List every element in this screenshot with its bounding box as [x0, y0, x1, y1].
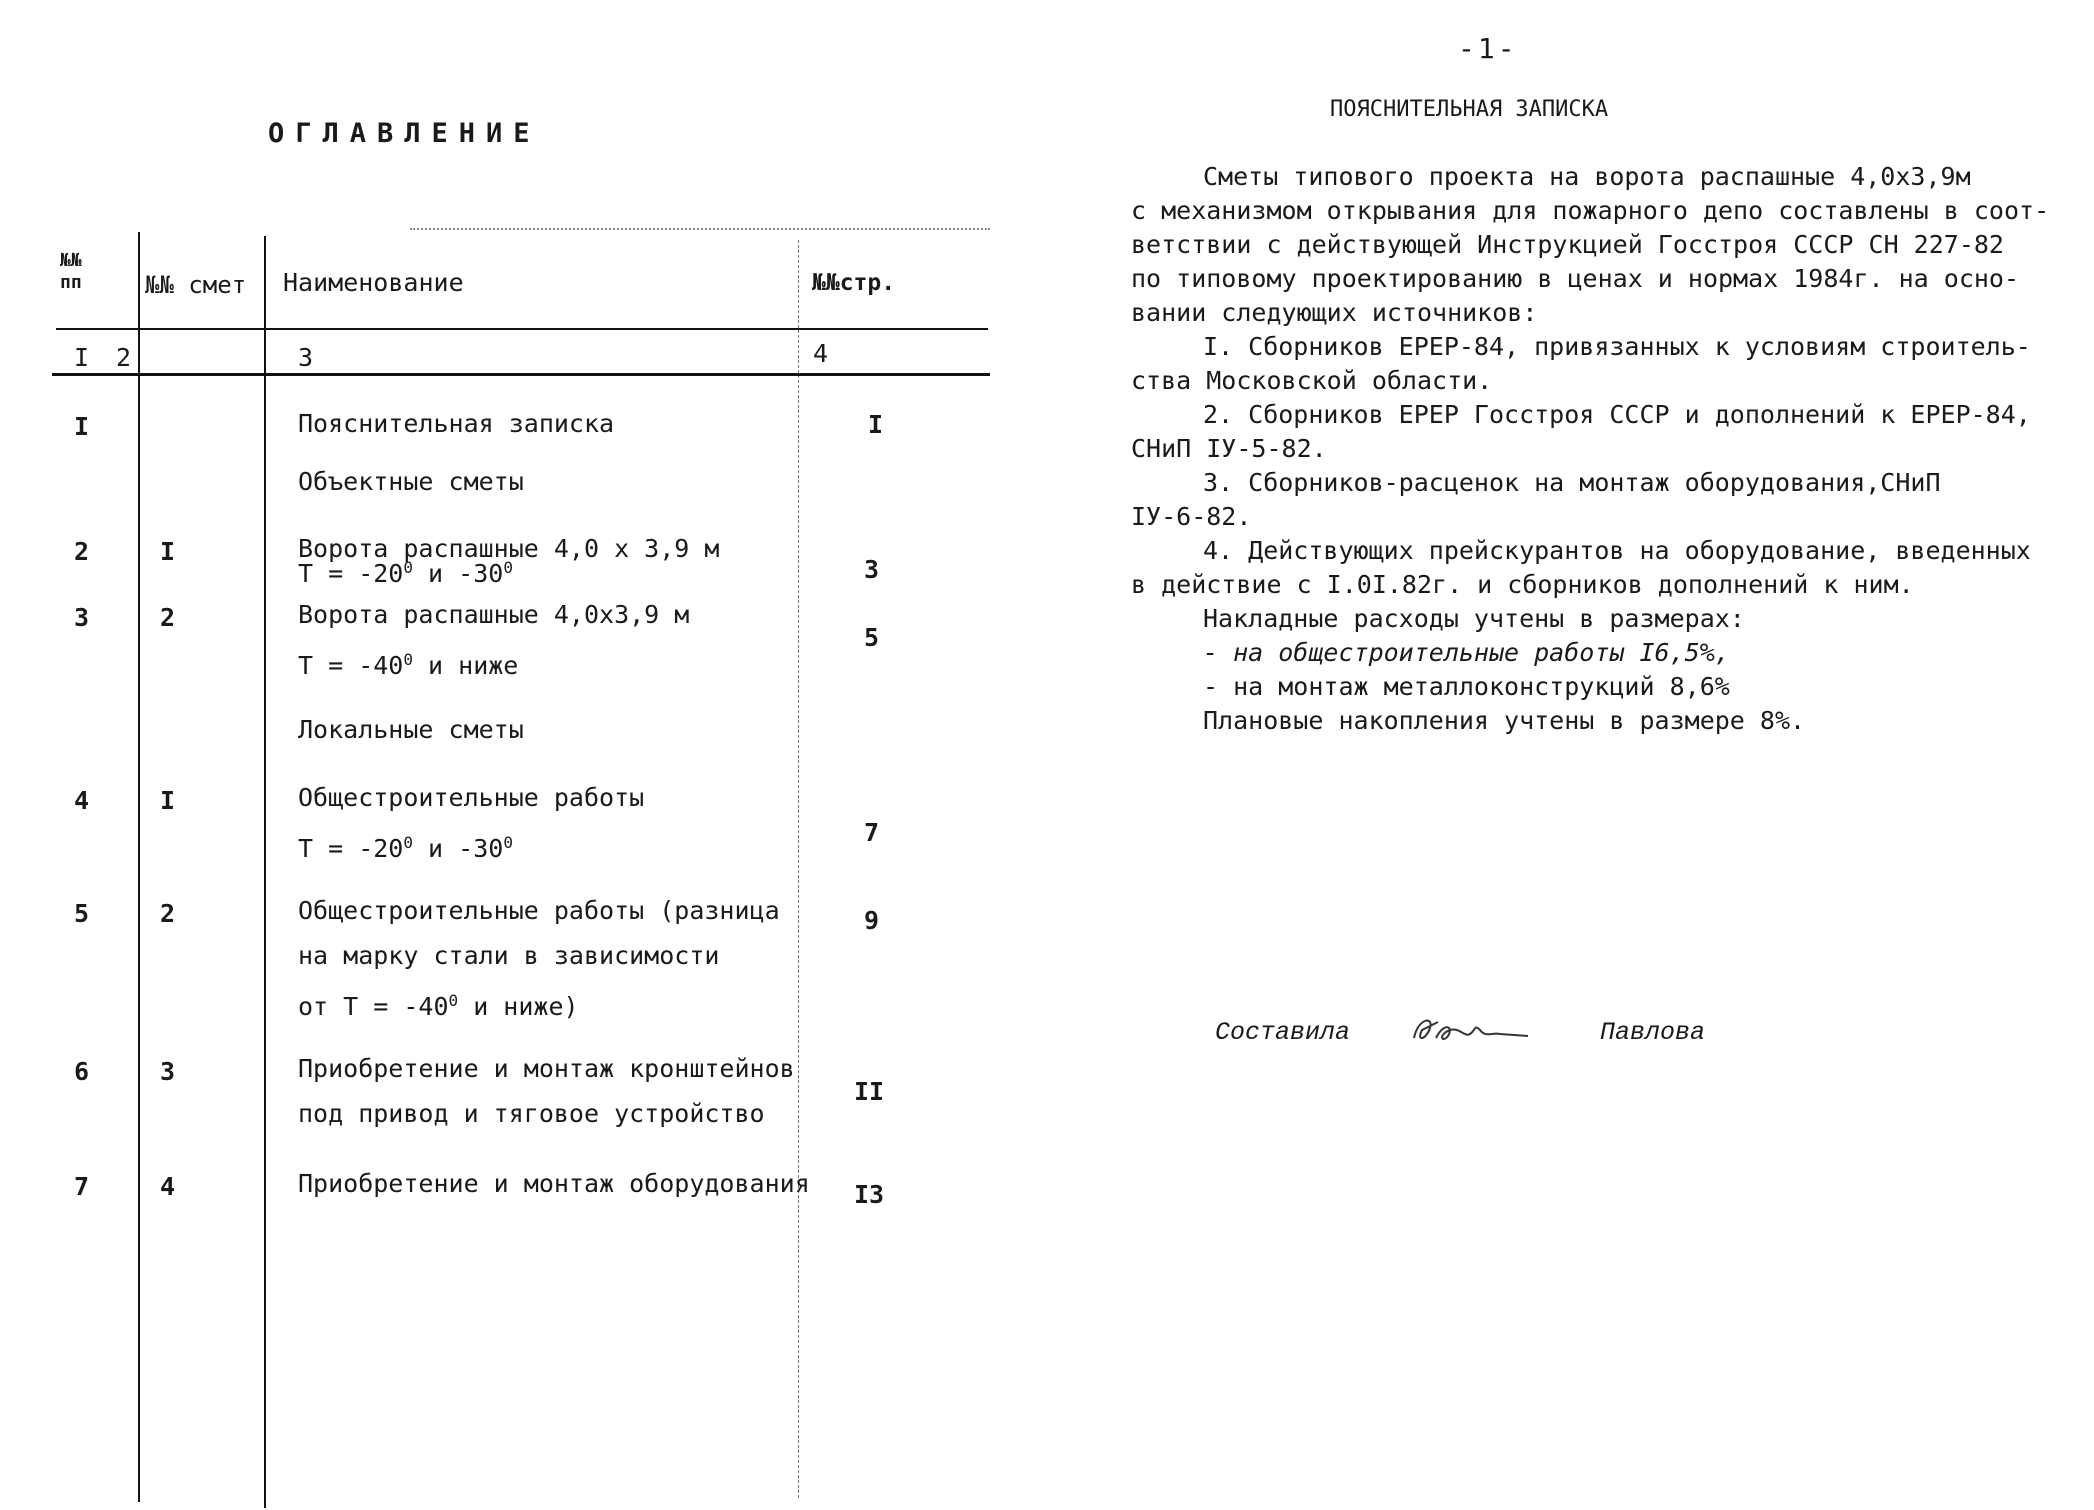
toc-row-num: 3 — [74, 603, 90, 632]
toc-row-smeta: 2 — [160, 603, 176, 632]
toc-col-divider-3 — [798, 240, 799, 1498]
toc-header-num: №№ пп — [60, 250, 82, 293]
toc-top-border — [410, 228, 990, 230]
signature-label: Составила — [1215, 1018, 1351, 1047]
page-number: -1- — [1458, 32, 1518, 65]
toc-numbers-rule — [52, 373, 990, 376]
toc-colnum-2: 2 — [116, 343, 132, 372]
toc-colnum-1: I — [74, 343, 90, 372]
toc-row-num: I — [74, 412, 90, 441]
note-line: ства Московской области. — [1131, 366, 1493, 395]
toc-row-num: 6 — [74, 1057, 90, 1086]
note-line: с механизмом открывания для пожарного депо составлены в соот- — [1131, 196, 2050, 225]
toc-row-name-line2: $Т = -40^0$ и ниже — [298, 650, 519, 680]
toc-row-smeta: 4 — [160, 1172, 176, 1201]
toc-row-name-line2: $Т = -20^0$ и $-30^0$ — [298, 833, 513, 863]
toc-row-page: 7 — [864, 818, 880, 847]
toc-row-page: I — [868, 410, 884, 439]
handwritten-signature-icon — [1408, 1008, 1538, 1054]
note-line: Сметы типового проекта на ворота распашные 4,0х3,9м — [1203, 162, 1971, 191]
toc-header-rule — [56, 328, 988, 330]
toc-row-name-line2: под привод и тяговое устройство — [298, 1099, 765, 1128]
toc-row-page: I3 — [854, 1180, 885, 1209]
note-line: 4. Действующих прейскурантов на оборудование, введенных — [1203, 536, 2031, 565]
toc-header-name: Наименование — [283, 268, 464, 297]
signature-name: Павлова — [1600, 1018, 1706, 1047]
note-line: ветствии с действующей Инструкцией Госстроя СССР СН 227-82 — [1131, 230, 2004, 259]
toc-row-name: Общестроительные работы — [298, 783, 645, 812]
note-title: ПОЯСНИТЕЛЬНАЯ ЗАПИСКА — [1330, 97, 1609, 122]
toc-row-num: 4 — [74, 786, 90, 815]
toc-section-heading: Локальные сметы — [298, 715, 524, 744]
toc-header-page: №№стр. — [812, 270, 896, 296]
toc-row-page: 9 — [864, 906, 880, 935]
toc-row-name: Ворота распашные 4,0х3,9 м — [298, 600, 690, 629]
toc-row-num: 2 — [74, 537, 90, 566]
toc-row-num: 5 — [74, 899, 90, 928]
note-line: 3. Сборников-расценок на монтаж оборудования,СНиП — [1203, 468, 1941, 497]
toc-row-num: 7 — [74, 1172, 90, 1201]
toc-row-smeta: I — [160, 537, 176, 566]
toc-header-smeta: №№ смет — [145, 271, 247, 299]
toc-title: ОГЛАВЛЕНИЕ — [268, 118, 541, 149]
toc-row-smeta: 2 — [160, 899, 176, 928]
note-line: Плановые накопления учтены в размере 8%. — [1203, 706, 1806, 735]
note-line: - на монтаж металлоконструкций 8,6% — [1203, 672, 1730, 701]
toc-row-page: 3 — [864, 555, 880, 584]
note-line: 2. Сборников ЕРЕР Госстроя СССР и дополнений к ЕРЕР-84, — [1203, 400, 2031, 429]
toc-row-name: Ворота распашные 4,0 х 3,9 м — [298, 534, 720, 563]
note-line: в действие с I.0I.82г. и сборников дополнений к ним. — [1131, 570, 1914, 599]
note-line: СНиП IУ-5-82. — [1131, 434, 1327, 463]
toc-row-smeta: 3 — [160, 1057, 176, 1086]
toc-row-name: Приобретение и монтаж оборудования — [298, 1169, 810, 1198]
toc-row-page: II — [854, 1077, 885, 1106]
toc-row-name-line3: от $Т = -40^0$ и ниже) — [298, 991, 579, 1021]
toc-colnum-3: 3 — [298, 343, 314, 372]
note-line: вании следующих источников: — [1131, 298, 1538, 327]
note-line: Накладные расходы учтены в размерах: — [1203, 604, 1745, 633]
toc-row-name-line2: на марку стали в зависимости — [298, 941, 720, 970]
note-line: - на общестроительные работы I6,5%, — [1203, 638, 1730, 667]
toc-row-page: 5 — [864, 623, 880, 652]
toc-row-smeta: I — [160, 786, 176, 815]
toc-row-name: Приобретение и монтаж кронштейнов — [298, 1054, 795, 1083]
toc-row-name: Пояснительная записка — [298, 409, 615, 438]
toc-row-name: Общестроительные работы (разница — [298, 896, 780, 925]
toc-colnum-4: 4 — [813, 339, 829, 368]
toc-row-name-line2: $Т = -20^0$ и $-30^0$ — [298, 558, 513, 588]
note-line: по типовому проектированию в ценах и нормах 1984г. на осно- — [1131, 264, 2020, 293]
toc-col-divider-1 — [138, 232, 140, 1502]
toc-col-divider-2 — [264, 236, 266, 1508]
toc-section-heading: Объектные сметы — [298, 467, 524, 496]
note-line: I. Сборников ЕРЕР-84, привязанных к условиям строитель- — [1203, 332, 2031, 361]
note-line: IУ-6-82. — [1131, 502, 1252, 531]
